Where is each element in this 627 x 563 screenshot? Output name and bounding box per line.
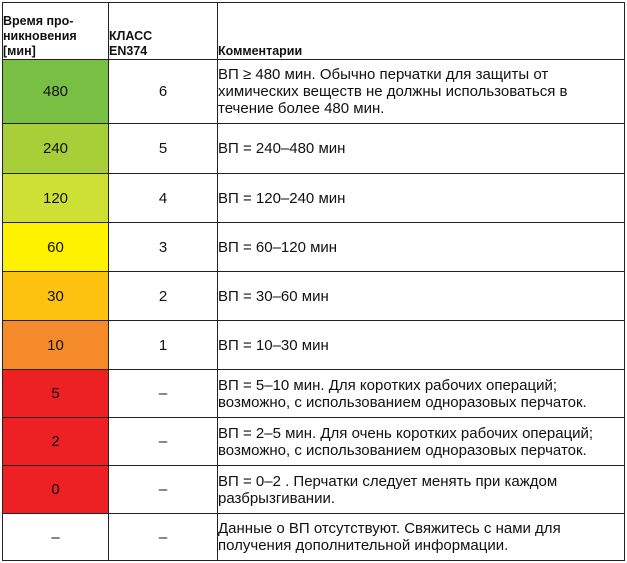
table-row bbox=[3, 60, 625, 124]
class-cell: – bbox=[109, 514, 218, 561]
table-header-row bbox=[3, 3, 625, 60]
breakthrough-time-cell: 0 bbox=[3, 466, 109, 514]
comment-cell: ВП = 0–2 . Перчатки следует менять при каждом разбрызгивании. bbox=[218, 466, 625, 514]
header-comment-label: Комментарии bbox=[218, 44, 303, 58]
class-cell: – bbox=[109, 466, 218, 514]
class-cell: 6 bbox=[109, 60, 218, 124]
class-cell: 1 bbox=[109, 321, 218, 370]
table-row bbox=[3, 174, 625, 223]
breakthrough-time-cell: 2 bbox=[3, 418, 109, 466]
breakthrough-time-cell: 60 bbox=[3, 223, 109, 272]
breakthrough-time-cell: 5 bbox=[3, 370, 109, 418]
table-row bbox=[3, 418, 625, 466]
comment-cell: ВП = 5–10 мин. Для коротких рабочих операций; возможно, с использованием одноразовых перчаток. bbox=[218, 370, 625, 418]
comment-cell: ВП = 120–240 мин bbox=[218, 174, 625, 223]
header-comment bbox=[218, 3, 625, 60]
table-row bbox=[3, 272, 625, 321]
comment-cell: ВП = 10–30 мин bbox=[218, 321, 625, 370]
class-cell: – bbox=[109, 370, 218, 418]
table-row bbox=[3, 223, 625, 272]
breakthrough-time-cell: 30 bbox=[3, 272, 109, 321]
breakthrough-time-cell: 480 bbox=[3, 60, 109, 124]
table-row bbox=[3, 466, 625, 514]
table-row bbox=[3, 370, 625, 418]
table-row bbox=[3, 321, 625, 370]
class-cell: 5 bbox=[109, 124, 218, 174]
class-cell: 3 bbox=[109, 223, 218, 272]
table-row bbox=[3, 124, 625, 174]
header-breakthrough-time bbox=[3, 3, 109, 60]
breakthrough-time-cell: – bbox=[3, 514, 109, 561]
breakthrough-time-cell: 120 bbox=[3, 174, 109, 223]
table-body bbox=[3, 60, 625, 561]
comment-cell: Данные о ВП отсутствуют. Свяжитесь с нами для получения дополнительной информации. bbox=[218, 514, 625, 561]
header-time-label: Время про-никновения [мин] bbox=[3, 14, 77, 58]
class-cell: 2 bbox=[109, 272, 218, 321]
header-class bbox=[109, 3, 218, 60]
comment-cell: ВП ≥ 480 мин. Обычно перчатки для защиты от химических веществ не должны использоваться в течение более 480 мин. bbox=[218, 60, 625, 124]
permeation-table bbox=[2, 2, 625, 561]
header-class-label: КЛАСС EN374 bbox=[109, 29, 153, 58]
class-cell: – bbox=[109, 418, 218, 466]
comment-cell: ВП = 30–60 мин bbox=[218, 272, 625, 321]
table-row bbox=[3, 514, 625, 561]
comment-cell: ВП = 2–5 мин. Для очень коротких рабочих операций; возможно, с использованием одноразовых перчаток. bbox=[218, 418, 625, 466]
comment-cell: ВП = 60–120 мин bbox=[218, 223, 625, 272]
comment-cell: ВП = 240–480 мин bbox=[218, 124, 625, 174]
class-cell: 4 bbox=[109, 174, 218, 223]
breakthrough-time-cell: 10 bbox=[3, 321, 109, 370]
breakthrough-time-cell: 240 bbox=[3, 124, 109, 174]
